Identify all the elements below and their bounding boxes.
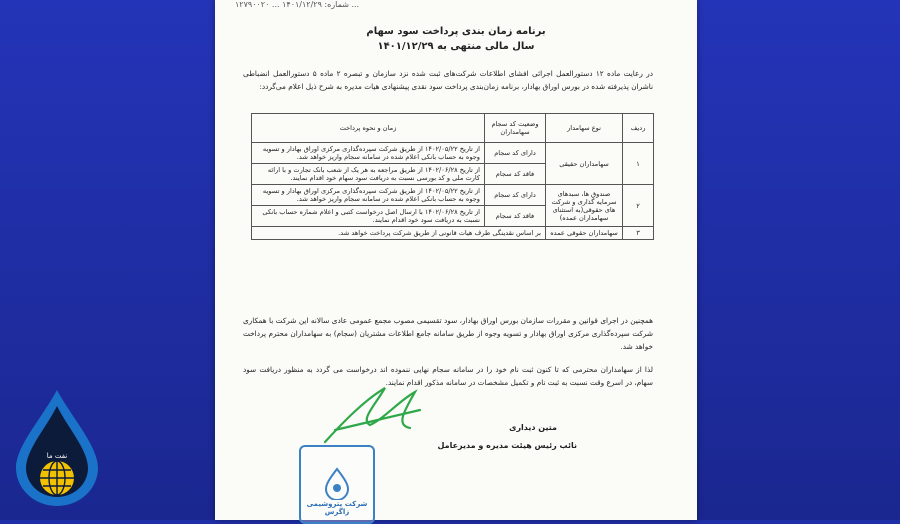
row-number: ۱ [623,143,654,185]
payment-time: از تاریخ ۱۴۰۲/۰۵/۲۲ از طریق شرکت سپرده‌گذاری مرکزی اوراق بهادار و تسویه وجوه به حساب بانکی اعلام شده در سامانه سجام واریز خواهد شد. [252,143,485,164]
logo-text: نفت ما [46,452,68,460]
handwritten-signature [315,380,435,450]
table-row [252,227,654,240]
signer-title: نائب رئیس هیئت مدیره و مدیرعامل [437,441,577,450]
sejam-status: فاقد کد سجام [485,206,546,227]
table-header-row [252,114,654,143]
header-shareholder-type: نوع سهامدار [546,114,623,143]
document-title: برنامه زمان بندی پرداخت سود سهام [366,26,546,37]
sejam-status: دارای کد سجام [485,185,546,206]
payment-time: از تاریخ ۱۴۰۲/۰۶/۲۸ از طریق مراجعه به هر یک از شعب بانک تجارت و با ارائه کارت ملی و کد بورسی نسبت به دریافت سود سهام خود اقدام نمایند. [252,164,485,185]
payment-time: از تاریخ ۱۴۰۲/۰۶/۲۸ با ارسال اصل درخواست کتبی و اعلام شماره حساب بانکی نسبت به دریافت سود خود اقدام نمایند. [252,206,485,227]
header-payment-time: زمان و نحوه پرداخت [252,114,485,143]
sejam-status: فاقد کد سجام [485,164,546,185]
document-page [215,0,697,520]
table-row [252,143,654,164]
intro-paragraph: در رعایت ماده ۱۲ دستورالعمل اجرائی افشای اطلاعات شرکت‌های ثبت شده نزد سازمان و تبصره ۲ ماده ۵ دستورالعمل انضباطی ناشران پذیرفته شده در بورس اوراق بهادار، برنامه زمان‌بندی پرداخت سود نقدی پیشنهادی هیات مدیره به شرح ذیل اعلام می‌گردد: [243,69,654,91]
header-sejam-status: وضعیت کد سجام سهامداران [485,114,546,143]
row-number: ۳ [623,227,654,240]
stamp-emblem-icon [320,466,354,500]
payment-time: بر اساس نقدینگی طرف هیات قانونی از طریق شرکت پرداخت خواهد شد. [252,227,546,240]
signer-name: متین دیداری [509,423,557,432]
shareholder-type: سهامداران حقوقی عمده [546,227,623,240]
reference-line: شماره: ۱۴۰۱/۱۲/۲۹ ... ۱۲۷۹۰۰۲۰ ... [235,0,360,9]
payment-time: از تاریخ ۱۴۰۲/۰۵/۲۲ از طریق شرکت سپرده‌گذاری مرکزی اوراق بهادار و تسویه وجوه به حساب بانکی اعلام شده در سامانه سجام واریز خواهد شد. [252,185,485,206]
stamp-text: شرکت پتروشیمی زاگرس [306,500,368,516]
sejam-paragraph: همچنین در اجرای قوانین و مقررات سازمان بورس اوراق بهادار، سود تقسیمی مصوب مجمع عمومی عادی سالانه این شرکت با همکاری شرکت سپرده‌گذاری مرکزی اوراق بهادار و تسویه وجوه از طریق سامانه جامع اطلاعات مشتریان (سجام) به سهامداران محترم پرداخت خواهد شد. [243,316,653,351]
row-number: ۲ [623,185,654,227]
registration-paragraph: لذا از سهامداران محترمی که تا کنون ثبت نام خود را در سامانه سجام نهایی ننموده اند درخواست می گردد به منظور دریافت سود سهام، در اسرع وقت نسبت به ثبت نام و تکمیل مشخصات در سامانه مذکور اقدام نمایند. [243,365,653,387]
table-row [252,185,654,206]
header-row-number: ردیف [623,114,654,143]
shareholder-type: صندوق ها، سبدهای سرمایه گذاری و شرکت های حقوقی(به استثنای سهامداران عمده) [546,185,623,227]
background-right-panel [697,0,900,520]
document-subtitle: سال مالی منتهی به ۱۴۰۱/۱۲/۲۹ [377,41,535,52]
company-stamp [299,445,375,524]
sejam-status: دارای کد سجام [485,143,546,164]
payment-schedule-table [251,113,654,240]
naft-ma-logo [12,388,102,508]
shareholder-type: سهامداران حقیقی [546,143,623,185]
